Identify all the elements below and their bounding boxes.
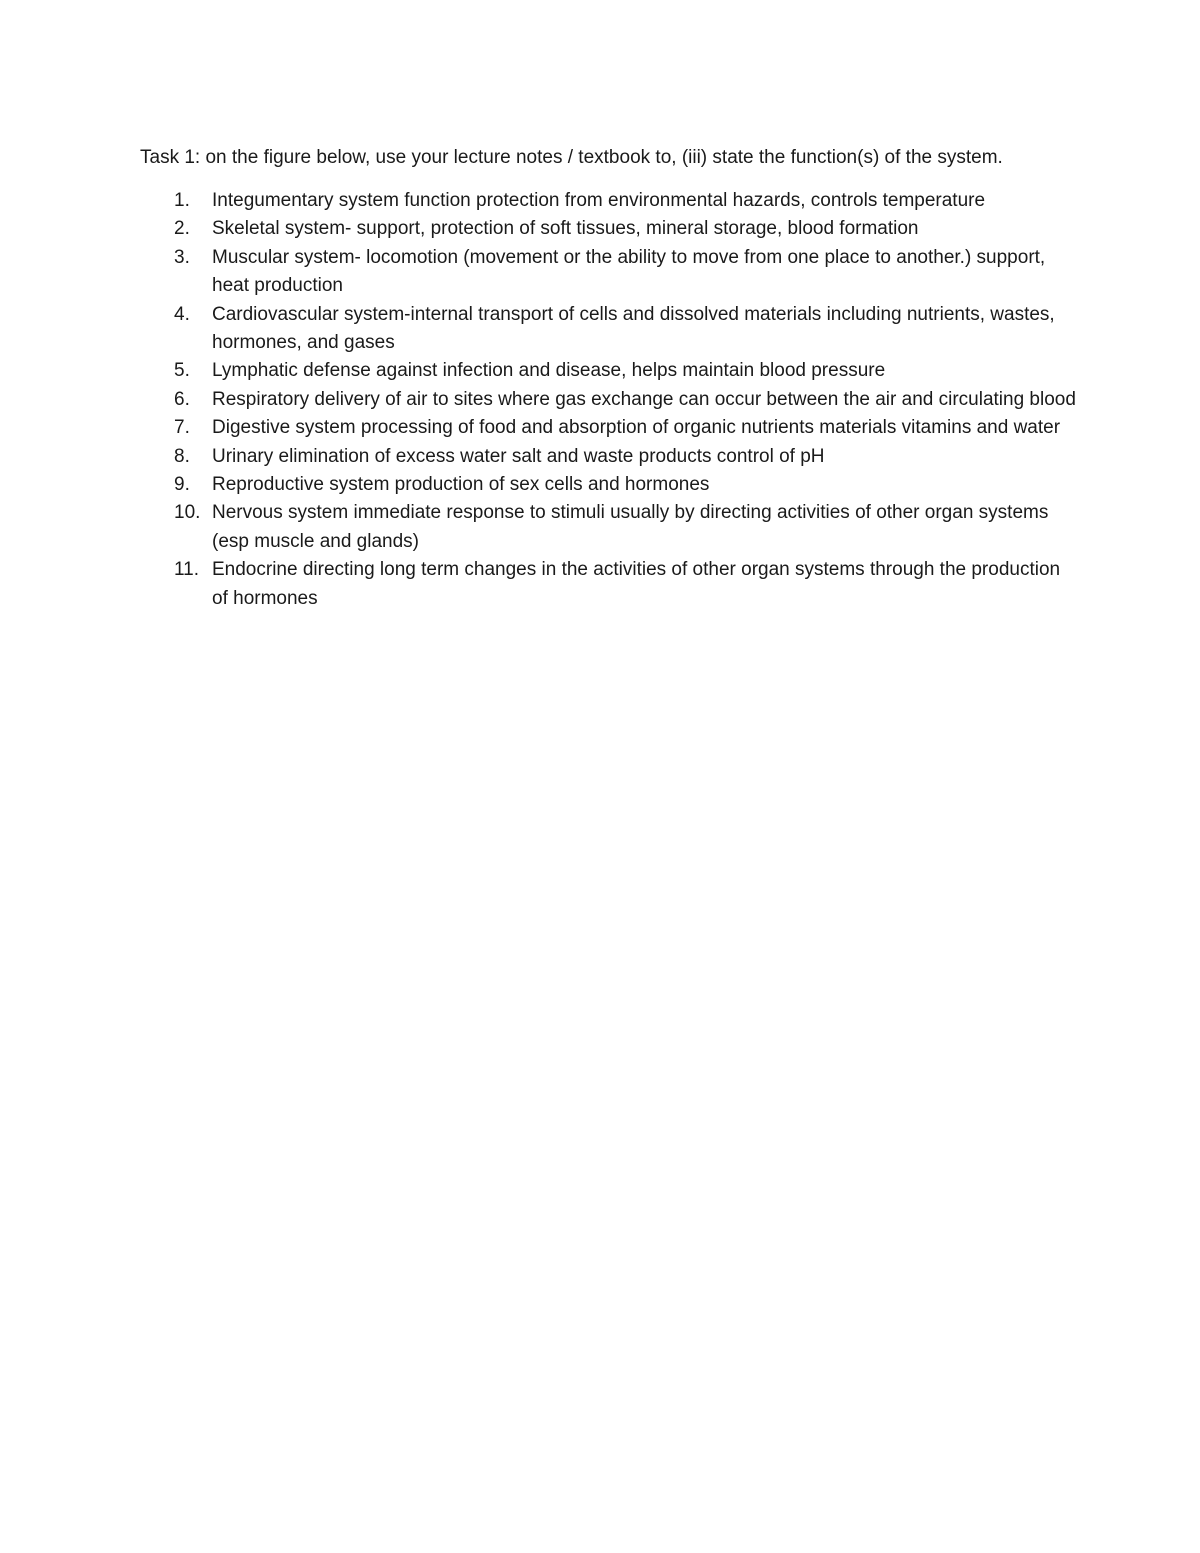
item-number: 7. <box>174 417 190 439</box>
item-text: Reproductive system production of sex cells and hormones <box>212 474 710 496</box>
item-text: Endocrine directing long term changes in the activities of other organ systems through the production of hormones <box>212 559 1061 609</box>
item-text: Respiratory delivery of air to sites where gas exchange can occur between the air and circulating blood <box>212 388 1076 410</box>
item-text: Skeletal system- support, protection of soft tissues, mineral storage, blood formation <box>212 218 919 240</box>
list-item <box>140 301 1080 358</box>
list-item <box>140 556 1080 613</box>
item-number: 4. <box>174 303 190 325</box>
item-text: Digestive system processing of food and absorption of organic nutrients materials vitamins and water <box>212 417 1061 439</box>
task-instruction: Task 1: on the figure below, use your lecture notes / textbook to, (iii) state the function(s) of the system. <box>140 147 1003 168</box>
list-item <box>140 414 1080 442</box>
item-number: 9. <box>174 474 190 496</box>
list-item <box>140 443 1080 471</box>
item-number: 3. <box>174 246 190 268</box>
organ-system-function-list <box>140 187 1080 613</box>
list-item <box>140 187 1080 215</box>
item-text: Muscular system- locomotion (movement or the ability to move from one place to another.) support, heat production <box>212 246 1046 297</box>
list-item <box>140 499 1080 556</box>
item-number: 6. <box>174 388 190 410</box>
item-text: Nervous system immediate response to stimuli usually by directing activities of other organ systems (esp muscle and glands) <box>212 502 1049 552</box>
list-item <box>140 386 1080 414</box>
item-text: Cardiovascular system-internal transport of cells and dissolved materials including nutrients, wastes, hormones, and gases <box>212 303 1055 354</box>
item-number: 10. <box>174 502 201 524</box>
list-item <box>140 471 1080 499</box>
item-text: Lymphatic defense against infection and disease, helps maintain blood pressure <box>212 360 886 382</box>
list-item <box>140 357 1080 385</box>
item-number: 8. <box>174 445 190 467</box>
item-number: 5. <box>174 360 190 382</box>
item-number: 2. <box>174 218 190 240</box>
list-item <box>140 244 1080 301</box>
item-text: Urinary elimination of excess water salt and waste products control of pH <box>212 445 825 467</box>
item-text: Integumentary system function protection from environmental hazards, controls temperature <box>212 190 986 211</box>
item-number: 1. <box>174 190 190 211</box>
list-item <box>140 215 1080 243</box>
item-number: 11. <box>174 559 200 581</box>
